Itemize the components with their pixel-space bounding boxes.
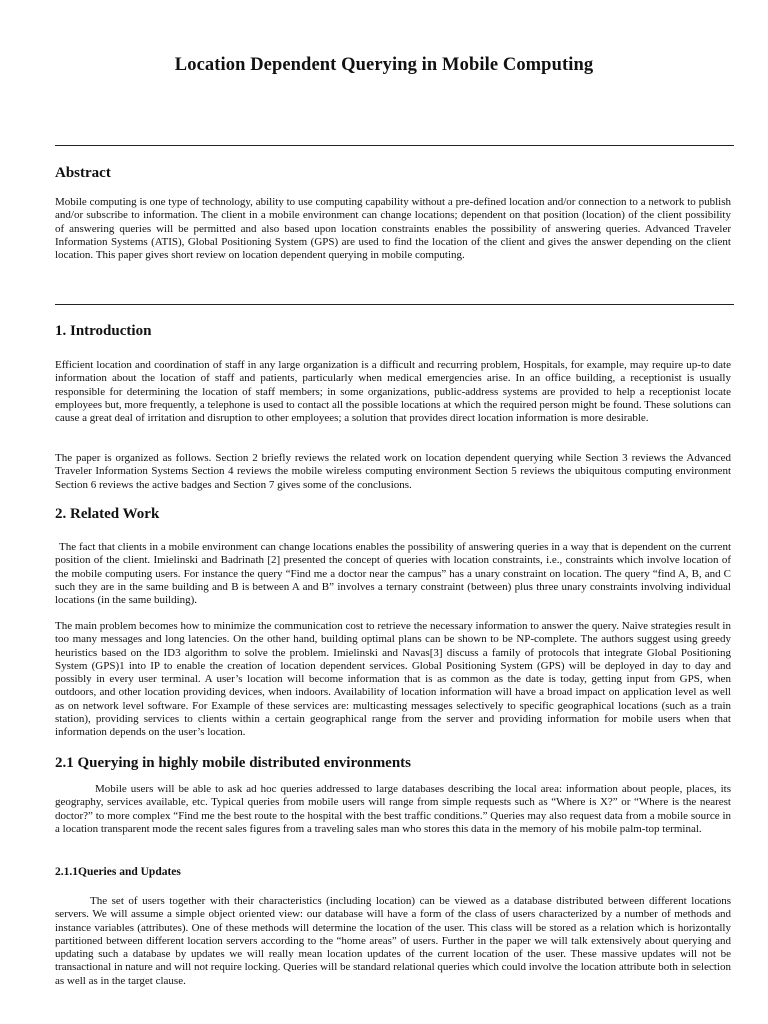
section-2-1-paragraph: Mobile users will be able to ask ad hoc queries addressed to large databases describing the local area: information about people, places, its geography, services available, etc. Typical queries from mobile users will range from simple requests such as “Where is X?” or “Where is the nearest doctor?” to more complex “Find me the best route to the hospital with the best traffic conditions.” Queries may also request data from a mobile source in a location transparent mode the recent sales figures from a traveling sales man who stores this data in the memory of his mobile palm-top terminal. [55, 783, 731, 835]
related-work-paragraph-2: The main problem becomes how to minimize the communication cost to retrieve the necessary information to answer the query. Naive strategies result in too many messages and long latencies. On the other hand, building optimal plans can be shown to be NP-complete. The authors suggest using greedy heuristics based on the ID3 algorithm to solve the problem. Imielinski and Navas[3] discuss a family of protocols that integrate Global Positioning System (GPS)1 into IP to enable the creation of location dependent services. Global Positioning System (GPS) will be deployed in day to day and possibly in every user terminal. A user’s location will become information that is as common as the date is today, getting input from GPS, when outdoors, and other location providing devices, when indoors. Availability of location information will have a broad impact on application level as well as on network level software. For Example of these services are: multicasting messages selectively to specific geographical locations (such as a train station), providing services to clients within a certain geographical range from the server and providing information for mobile users when that information depends on the user’s location. [55, 620, 731, 739]
document-title: Location Dependent Querying in Mobile Computing [174, 55, 594, 75]
divider [55, 145, 734, 146]
abstract-text: Mobile computing is one type of technology, ability to use computing capability without a pre-defined location and/or connection to a network to publish and/or subscribe to information. The client in a mobile environment can change locations; dependent on that position (location) of the client possibility of answering queries will be permitted and also based upon location constraints enables the possibility of answering queries. Advanced Traveler Information Systems (ATIS), Global Positioning System (GPS) are used to find the location of the client and gives the answer depending on the client location. This paper gives short review on location dependent querying in mobile computing. [55, 196, 731, 262]
section-2-1-1-paragraph: The set of users together with their characteristics (including location) can be viewed as a database distributed between different locations servers. We will assume a simple object oriented view: our database will have a form of the class of users characterized by a number of methods and instance variables (attributes). One of these methods will determine the location of the user. This class will be stored as a relation which is horizontally partitioned between different location servers according to the “home areas” of users. Further in the paper we will talk extensively about querying and updating such a database by updates we will really mean location updates of the current location of the user. These massive updates will not be transactional in nature and will not require locking. Queries will be standard relational queries which could involve the location attribute both in selection as well as in the target clause. [55, 895, 731, 987]
related-work-heading: 2. Related Work [55, 506, 160, 522]
introduction-heading: 1. Introduction [55, 323, 152, 339]
section-2-1-1-heading: 2.1.1Queries and Updates [55, 866, 181, 878]
abstract-heading: Abstract [55, 165, 111, 181]
divider [55, 304, 734, 305]
related-work-paragraph-1: The fact that clients in a mobile environment can change locations enables the possibility of answering queries in a way that is dependent on the current position of the client. Imielinski and Badrinath [2] presented the concept of queries with location constraints, i.e., constraints which involve location of the mobile computing users. For instance the query “Find me a doctor near the campus” has a unary constraint on location. The query “find A, B, and C such they are in the same building and B is between A and B” involves a ternary constraint (between) plus three unary constraints involving individual locations (in the same building). [55, 541, 731, 607]
introduction-paragraph-2: The paper is organized as follows. Section 2 briefly reviews the related work on location dependent querying while Section 3 reviews the Advanced Traveler Information Systems Section 4 reviews the mobile wireless computing environment Section 5 reviews the ubiquitous computing environment Section 6 reviews the active badges and Section 7 gives some of the conclusions. [55, 452, 731, 491]
introduction-paragraph-1: Efficient location and coordination of staff in any large organization is a difficult and recurring problem, Hospitals, for example, may require up-to date information about the location of staff and patients, particularly when medical emergencies arise. In an office building, a receptionist is usually responsible for determining the location of staff members; in some organizations, public-address systems are provided to help a receptionist locate employees but, more frequently, a telephone is used to contact all the possible locations at which the required person might be found. These solutions can cause a great deal of irritation and disruption to other employees; a solution that provides direct location information is more desirable. [55, 359, 731, 425]
section-2-1-heading: 2.1 Querying in highly mobile distributed environments [55, 755, 412, 771]
